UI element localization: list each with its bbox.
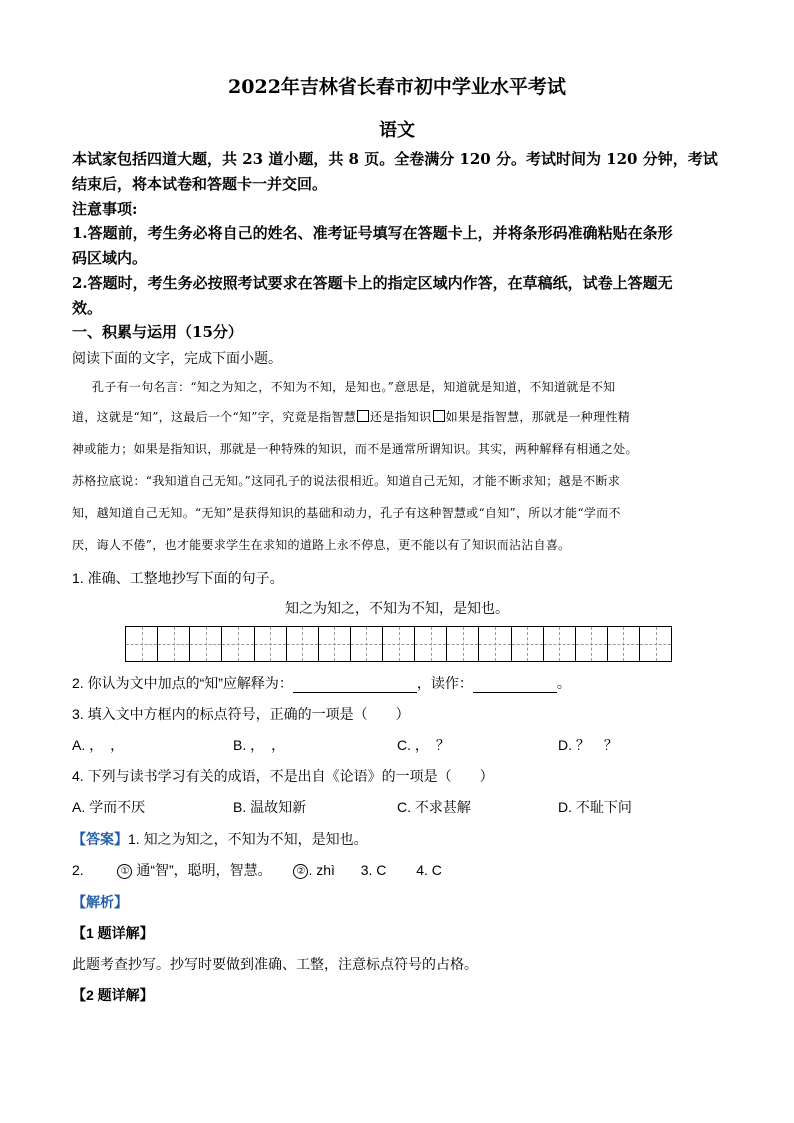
question-2 [72, 673, 571, 693]
exam-title: 2022年吉林省长春市初中学业水平考试 [228, 76, 566, 98]
grid-cell[interactable] [640, 627, 671, 661]
q4-option-b[interactable]: B. 温故知新 [233, 799, 307, 815]
answer-blank-pronunciation[interactable] [473, 678, 557, 693]
question-4: 4. 下列与读书学习有关的成语，不是出自《论语》的一项是（ ） [72, 768, 494, 784]
q3-option-d[interactable]: D. ？ ？ [558, 737, 618, 753]
passage-line-5: 知，越知道自己无知。“无知”是获得知识的基础和动力，孔子有这种智慧或“自知”，所以才能“学而不 [72, 506, 621, 520]
answer-line-1 [72, 829, 368, 849]
note-2-line-1: 2.答题时，考生务必按照考试要求在答题卡上的指定区域内作答，在草稿纸，试卷上答题无 [72, 274, 673, 292]
detail-1-text: 此题考查抄写。抄写时要做到准确、工整，注意标点符号的占格。 [72, 956, 478, 972]
answer-2-part-1: 通“智”，聪明，智慧。 [136, 862, 272, 878]
grid-cell[interactable] [512, 627, 544, 661]
question-2-text-b: ，读作： [416, 675, 473, 691]
detail-1-label: 【1 题详解】 [72, 925, 154, 941]
question-1: 1. 准确、工整地抄写下面的句子。 [72, 570, 284, 586]
question-2-text-c: 。 [556, 675, 571, 691]
question-3: 3. 填入文中方框内的标点符号，正确的一项是（ ） [72, 706, 410, 722]
grid-cell[interactable] [415, 627, 447, 661]
answer-2-number: 2. [72, 862, 84, 878]
grid-cell[interactable] [126, 627, 158, 661]
answer-3: 3. C [360, 862, 387, 878]
grid-cell[interactable] [383, 627, 415, 661]
answer-blank-meaning[interactable] [293, 678, 417, 693]
passage-line-6: 厌，诲人不倦”，也才能要求学生在求知的道路上永不停息，更不能以有了知识而沾沾自喜。 [72, 538, 571, 552]
passage-line-3: 神或能力；如果是指知识，那就是一种特殊的知识，而不是通常所谓知识。其实，两种解释有相通之处。 [72, 442, 638, 456]
grid-cell[interactable] [255, 627, 287, 661]
q3-option-b[interactable]: B. ， ， [233, 737, 286, 753]
answer-1: 1. 知之为知之，不知为不知，是知也。 [128, 831, 368, 847]
subject-title: 语文 [379, 120, 415, 141]
passage-line-2 [72, 408, 630, 425]
q4-option-a[interactable]: A. 学而不厌 [72, 799, 146, 815]
answer-line-2 [72, 860, 442, 880]
grid-cell[interactable] [576, 627, 608, 661]
circled-two-icon: ② [293, 864, 308, 879]
grid-cell[interactable] [544, 627, 576, 661]
writing-grid[interactable] [125, 626, 672, 662]
q3-option-c[interactable]: C. ， ？ [397, 737, 450, 753]
grid-cell[interactable] [158, 627, 190, 661]
notes-heading: 注意事项: [72, 200, 138, 218]
section-1-heading: 一、积累与运用（15分） [72, 323, 243, 341]
grid-cell[interactable] [608, 627, 640, 661]
analysis-label: 【解析】 [72, 894, 128, 910]
blank-box-icon [357, 410, 369, 422]
section-1-prompt: 阅读下面的文字，完成下面小题。 [72, 350, 282, 366]
instructions-line-1: 本试家包括四道大题，共 23 道小题，共 8 页。全卷满分 120 分。考试时间为 120 分钟，考试 [72, 150, 718, 168]
note-1-line-2: 码区域内。 [72, 249, 148, 267]
passage-line-4: 苏格拉底说：“我知道自己无知。”这同孔子的说法很相近。知道自己无知，才能不断求知；越是不断求 [72, 474, 621, 488]
passage-line-2-mid: 还是指知识 [370, 410, 432, 424]
question-2-text-a: 2. 你认为文中加点的“知”应解释为： [72, 675, 293, 691]
grid-cell[interactable] [319, 627, 351, 661]
answer-4: 4. C [416, 862, 442, 878]
q4-option-c[interactable]: C. 不求甚解 [397, 799, 471, 815]
answer-label: 【答案】 [72, 831, 128, 847]
grid-cell[interactable] [351, 627, 383, 661]
q3-option-a[interactable]: A. ， ， [72, 737, 125, 753]
blank-box-icon [433, 410, 445, 422]
passage-line-1: 孔子有一句名言：“知之为知之，不知为不知，是知也。”意思是，知道就是知道，不知道就是不知 [92, 380, 616, 394]
grid-cell[interactable] [447, 627, 479, 661]
answer-2-part-2: . zhì [308, 862, 335, 878]
detail-2-label: 【2 题详解】 [72, 987, 154, 1003]
grid-cell[interactable] [287, 627, 319, 661]
grid-cell[interactable] [190, 627, 222, 661]
q4-option-d[interactable]: D. 不耻下问 [558, 799, 632, 815]
copy-sentence: 知之为知之，不知为不知，是知也。 [285, 600, 509, 616]
passage-line-2-end: 如果是指智慧，那就是一种理性精 [445, 410, 631, 424]
circled-one-icon: ① [117, 864, 132, 879]
instructions-line-2: 结束后，将本试卷和答题卡一并交回。 [72, 175, 328, 193]
note-2-line-2: 效。 [72, 299, 103, 317]
grid-cell[interactable] [479, 627, 511, 661]
grid-cell[interactable] [222, 627, 254, 661]
passage-line-2-start: 道，这就是“知”，这最后一个“知”字，究竟是指智慧 [72, 410, 357, 424]
note-1-line-1: 1.答题前，考生务必将自己的姓名、准考证号填写在答题卡上，并将条形码准确粘贴在条形 [72, 224, 673, 242]
